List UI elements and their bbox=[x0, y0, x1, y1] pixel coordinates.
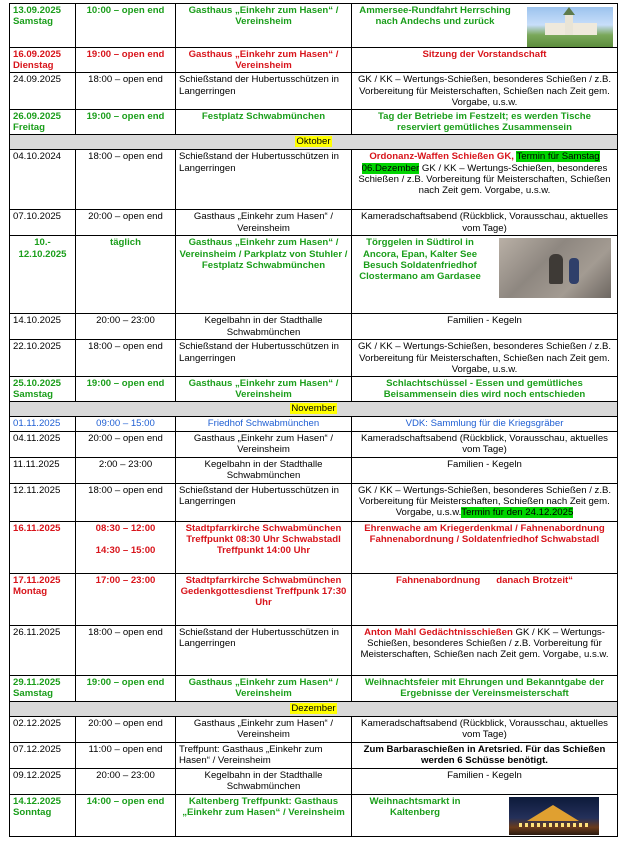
event-row bbox=[10, 625, 618, 675]
event-date: 13.09.2025 bbox=[13, 5, 62, 16]
event-location: Stadtpfarrkirche Schwabmünchen Gedenkgottesdienst Treffpunk 17:30 Uhr bbox=[176, 573, 352, 625]
event-date: 25.10.2025 bbox=[13, 378, 62, 390]
event-description: GK / KK – Wertungs-Schießen, besonderes Schießen / z.B. Vorbereitung für Meisterschaften, Schießen nach Zeit gem. Vorgabe, u.s.w. bbox=[358, 162, 611, 197]
event-date: 12.11.2025 bbox=[10, 483, 76, 521]
event-weekday: Sonntag bbox=[13, 806, 52, 818]
event-description: Kameradschaftsabend (Rückblick, Vorausschau, aktuelles vom Tage) bbox=[352, 716, 618, 742]
event-location: Treffpunt: Gasthaus „Einkehr zum Hasen“ / Vereinsheim bbox=[176, 742, 352, 768]
event-time: 18:00 – open end bbox=[76, 150, 176, 210]
event-time: 20:00 – 23:00 bbox=[76, 768, 176, 794]
event-description: Kameradschaftsabend (Rückblick, Vorausschau, aktuelles vom Tage) bbox=[352, 210, 618, 236]
event-location: Gasthaus „Einkehr zum Hasen“ / Vereinsheim bbox=[176, 48, 352, 73]
event-weekday: Samstag bbox=[13, 16, 53, 28]
event-weekday: Samstag bbox=[13, 389, 53, 401]
event-time: 18:00 – open end bbox=[76, 73, 176, 110]
event-weekday: Montag bbox=[13, 585, 48, 597]
event-row bbox=[10, 377, 618, 402]
event-row bbox=[10, 150, 618, 210]
event-date: 26.09.2025 bbox=[13, 111, 62, 123]
event-date: 22.10.2025 bbox=[10, 340, 76, 377]
event-time-cell bbox=[76, 521, 176, 573]
event-location: Kegelbahn in der Stadthalle Schwabmünchen bbox=[176, 457, 352, 483]
event-description: Törggelen in Südtirol in Ancora, Epan, Kalter See Besuch Soldatenfriedhof Clostermano am Gardasee bbox=[359, 237, 481, 283]
event-row bbox=[10, 4, 618, 48]
month-label: November bbox=[291, 403, 336, 415]
month-label: Dezember bbox=[291, 702, 336, 714]
event-time: 08:30 – 12:00 bbox=[95, 522, 156, 534]
event-description: Sitzung der Vorstandschaft bbox=[352, 48, 618, 73]
event-date: 04.11.2025 bbox=[10, 431, 76, 457]
event-description: Ehrenwache am Kriegerdenkmal / Fahnenabordnung Fahnenabordnung / Soldatenfriedhof Schwabstadl bbox=[352, 521, 618, 573]
event-date: 29.11.2025 bbox=[13, 676, 61, 688]
event-row bbox=[10, 573, 618, 625]
event-time: 2:00 – 23:00 bbox=[76, 457, 176, 483]
event-location: Gasthaus „Einkehr zum Hasen“ / Vereinsheim bbox=[176, 377, 352, 402]
event-date: 16.09.2025 bbox=[13, 49, 62, 60]
event-row bbox=[10, 314, 618, 340]
event-time: 20:00 – 23:00 bbox=[76, 314, 176, 340]
christmas-market-photo bbox=[509, 797, 599, 835]
event-location: Schießstand der Hubertusschützen in Langerringen bbox=[176, 150, 352, 210]
event-description: GK / KK – Wertungs-Schießen, besonderes Schießen / z.B. Vorbereitung für Meisterschaften, Schießen nach Zeit gem. Vorgabe, u.s.w. bbox=[357, 484, 612, 519]
event-date: 16.11.2025 bbox=[10, 521, 76, 573]
event-date-note: Termin für Samstag 06.Dezember bbox=[361, 151, 600, 174]
event-row bbox=[10, 521, 618, 573]
event-highlight-title: Ordonanz-Waffen Schießen GK, bbox=[369, 151, 514, 163]
month-divider-row bbox=[10, 402, 618, 417]
month-divider bbox=[10, 701, 618, 716]
event-date-cell bbox=[10, 4, 76, 48]
event-description-cell bbox=[352, 483, 618, 521]
event-time: 17:00 – 23:00 bbox=[76, 573, 176, 625]
event-row bbox=[10, 340, 618, 377]
event-weekday: Freitag bbox=[13, 122, 45, 134]
event-date-cell bbox=[10, 48, 76, 73]
event-date: 07.10.2025 bbox=[10, 210, 76, 236]
event-date: 26.11.2025 bbox=[10, 625, 76, 675]
event-time: 10:00 – open end bbox=[76, 4, 176, 48]
event-time: 18:00 – open end bbox=[76, 340, 176, 377]
church-photo bbox=[527, 7, 613, 47]
event-date: 02.12.2025 bbox=[10, 716, 76, 742]
event-date: 09.12.2025 bbox=[10, 768, 76, 794]
event-highlight-title: Anton Mahl Gedächtnisschießen bbox=[364, 626, 513, 638]
event-description-cell bbox=[352, 236, 618, 314]
event-description: Fahnenabordnung danach Brotzeit“ bbox=[352, 573, 618, 625]
event-description: Familien - Kegeln bbox=[352, 457, 618, 483]
event-location: Stadtpfarrkirche Schwabmünchen Treffpunkt 08:30 Uhr Schwabstadl Treffpunkt 14:00 Uhr bbox=[176, 521, 352, 573]
event-date: 04.10.2024 bbox=[10, 150, 76, 210]
event-description: GK / KK – Wertungs-Schießen, besonderes Schießen / z.B. Vorbereitung für Meisterschaften, Schießen nach Zeit gem. Vorgabe, u.s.w. bbox=[352, 340, 618, 377]
event-description-cell bbox=[352, 4, 618, 48]
event-date: 14.10.2025 bbox=[10, 314, 76, 340]
month-divider bbox=[10, 402, 618, 417]
event-date-cell bbox=[10, 794, 76, 836]
event-location: Gasthaus „Einkehr zum Hasen“ / Vereinsheim bbox=[176, 716, 352, 742]
event-location: Kegelbahn in der Stadthalle Schwabmünchen bbox=[176, 768, 352, 794]
event-description: Zum Barbaraschießen in Aretsried. Für das Schießen werden 6 Schüsse benötigt. bbox=[352, 742, 618, 768]
event-location: Gasthaus „Einkehr zum Hasen“ / Vereinsheim bbox=[176, 4, 352, 48]
month-label: Oktober bbox=[296, 136, 331, 148]
event-date: 24.09.2025 bbox=[10, 73, 76, 110]
event-location: Schießstand der Hubertusschützen in Langerringen bbox=[176, 483, 352, 521]
event-date-cell bbox=[10, 573, 76, 625]
event-time: 11:00 – open end bbox=[76, 742, 176, 768]
month-divider bbox=[10, 135, 618, 150]
event-date-note: Termin für den 24.12.2025 bbox=[461, 507, 574, 519]
event-location: Kaltenberg Treffpunkt: Gasthaus „Einkehr zum Hasen“ / Vereinsheim bbox=[176, 794, 352, 836]
event-row bbox=[10, 48, 618, 73]
event-row bbox=[10, 73, 618, 110]
event-description-cell bbox=[352, 150, 618, 210]
event-time: 14:00 – open end bbox=[76, 794, 176, 836]
event-time: 18:00 – open end bbox=[76, 483, 176, 521]
event-row bbox=[10, 210, 618, 236]
event-time: 19:00 – open end bbox=[76, 48, 176, 73]
event-date: 10.- 12.10.2025 bbox=[10, 236, 76, 314]
event-time-second: 14:30 – 15:00 bbox=[95, 545, 156, 557]
event-time: 19:00 – open end bbox=[76, 377, 176, 402]
event-location: Gasthaus „Einkehr zum Hasen“ / Vereinsheim bbox=[176, 431, 352, 457]
event-date: 07.12.2025 bbox=[10, 742, 76, 768]
event-date-cell bbox=[10, 377, 76, 402]
event-location: Gasthaus „Einkehr zum Hasen“ / Vereinsheim bbox=[176, 675, 352, 701]
event-row bbox=[10, 110, 618, 135]
event-time: täglich bbox=[76, 236, 176, 314]
memorial-photo bbox=[499, 238, 611, 298]
event-description: Familien - Kegeln bbox=[352, 768, 618, 794]
event-description: VDK: Sammlung für die Kriegsgräber bbox=[352, 417, 618, 431]
event-row bbox=[10, 716, 618, 742]
event-row bbox=[10, 742, 618, 768]
event-row bbox=[10, 675, 618, 701]
event-date-cell bbox=[10, 110, 76, 135]
event-weekday: Samstag bbox=[13, 687, 53, 699]
event-date: 01.11.2025 bbox=[10, 417, 76, 431]
event-date-cell bbox=[10, 675, 76, 701]
event-description-cell bbox=[352, 625, 618, 675]
event-time: 09:00 – 15:00 bbox=[76, 417, 176, 431]
event-time: 18:00 – open end bbox=[76, 625, 176, 675]
event-row bbox=[10, 768, 618, 794]
event-location: Gasthaus „Einkehr zum Hasen“ / Vereinsheim bbox=[176, 210, 352, 236]
event-row bbox=[10, 457, 618, 483]
event-description: Kameradschaftsabend (Rückblick, Vorausschau, aktuelles vom Tage) bbox=[352, 431, 618, 457]
event-description: Weihnachtsmarkt in Kaltenberg bbox=[369, 795, 461, 818]
event-description: GK / KK – Wertungs-Schießen, besonderes Schießen / z.B. Vorbereitung für Meisterschaften, Schießen nach Zeit gem. Vorgabe, u.s.w. bbox=[352, 73, 618, 110]
event-date: 14.12.2025 bbox=[13, 795, 62, 807]
event-date: 11.11.2025 bbox=[10, 457, 76, 483]
event-location: Schießstand der Hubertusschützen in Langerringen bbox=[176, 625, 352, 675]
month-divider-row bbox=[10, 135, 618, 150]
event-description: Familien - Kegeln bbox=[352, 314, 618, 340]
event-location: Gasthaus „Einkehr zum Hasen“ / Vereinsheim / Parkplatz von Stuhler / Festplatz Schwabmünchen bbox=[176, 236, 352, 314]
event-location: Schießstand der Hubertusschützen in Langerringen bbox=[176, 73, 352, 110]
event-row bbox=[10, 483, 618, 521]
event-time: 19:00 – open end bbox=[76, 675, 176, 701]
event-description: Weihnachtsfeier mit Ehrungen und Bekanntgabe der Ergebnisse der Vereinsmeisterschaft bbox=[352, 675, 618, 701]
event-time: 20:00 – open end bbox=[76, 716, 176, 742]
event-row bbox=[10, 431, 618, 457]
event-time: 20:00 – open end bbox=[76, 431, 176, 457]
event-row bbox=[10, 236, 618, 314]
event-location: Schießstand der Hubertusschützen in Langerringen bbox=[176, 340, 352, 377]
event-location: Festplatz Schwabmünchen bbox=[176, 110, 352, 135]
event-description: Tag der Betriebe im Festzelt; es werden Tische reserviert gemütliches Zusammensein bbox=[352, 110, 618, 135]
month-divider-row bbox=[10, 701, 618, 716]
event-schedule-table bbox=[9, 3, 618, 837]
event-location: Friedhof Schwabmünchen bbox=[176, 417, 352, 431]
event-location: Kegelbahn in der Stadthalle Schwabmünchen bbox=[176, 314, 352, 340]
event-description: GK / KK – Wertungs-Schießen, besonderes Schießen / z.B. Vorbereitung für Meisterschaften, Schießen nach Zeit gem. Vorgabe, u.s.w. bbox=[360, 626, 609, 661]
event-date: 17.11.2025 bbox=[13, 574, 61, 586]
event-row bbox=[10, 417, 618, 431]
event-description-cell bbox=[352, 794, 618, 836]
event-time: 19:00 – open end bbox=[76, 110, 176, 135]
event-row bbox=[10, 794, 618, 836]
event-description: Ammersee-Rundfahrt Herrsching nach Andechs und zurück bbox=[359, 5, 511, 28]
event-weekday: Dienstag bbox=[13, 60, 54, 72]
event-time: 20:00 – open end bbox=[76, 210, 176, 236]
event-description: Schlachtschüssel - Essen und gemütliches Beisammensein dies wird noch entschieden bbox=[352, 377, 618, 402]
